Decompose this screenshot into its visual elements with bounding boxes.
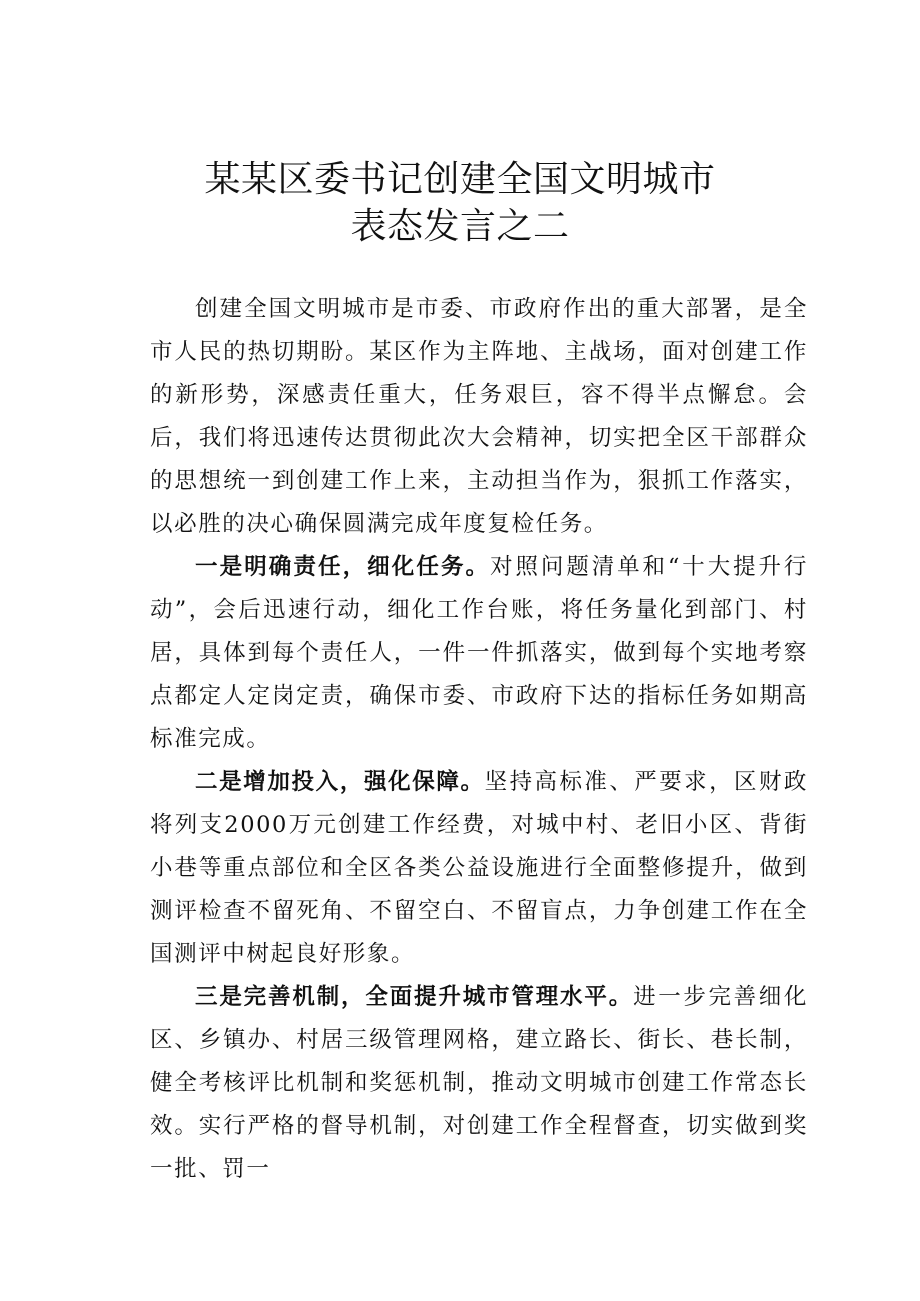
paragraph-intro (150, 288, 808, 546)
paragraph-text: 进一步完善细化区、乡镇办、村居三级管理网格，建立路长、街长、巷长制，健全考核评比机制和奖惩机制，推动文明城市创建工作常态长效。实行严格的督导机制，对创建工作全程督查，切实做到奖一批、罚一 (150, 984, 809, 1182)
title-line-1: 某某区委书记创建全国文明城市 (204, 159, 716, 200)
document-body (150, 288, 808, 1191)
paragraph-text: 坚持高标准、严要求，区财政将列支2000万元创建工作经费，对城中村、老旧小区、背街小巷等重点部位和全区各类公益设施进行全面整修提升，做到测评检查不留死角、不留空白、不留盲点，力争创建工作在全国测评中树起良好形象。 (150, 769, 808, 967)
paragraph-point-2 (150, 761, 808, 976)
title-line-2: 表态发言之二 (350, 206, 570, 247)
document-title (0, 156, 920, 250)
paragraph-point-3 (150, 976, 808, 1191)
paragraph-text: 对照问题清单和“十大提升行动”，会后迅速行动，细化工作台账，将任务量化到部门、村居，具体到每个责任人，一件一件抓落实，做到每个实地考察点都定人定岗定责，确保市委、市政府下达的指标任务如期高标准完成。 (150, 554, 808, 752)
paragraph-point-1 (150, 546, 808, 761)
paragraph-lead: 一是明确责任，细化任务。 (195, 554, 491, 580)
paragraph-lead: 二是增加投入，强化保障。 (195, 769, 485, 795)
paragraph-text: 创建全国文明城市是市委、市政府作出的重大部署，是全市人民的热切期盼。某区作为主阵地、主战场，面对创建工作的新形势，深感责任重大，任务艰巨，容不得半点懈怠。会后，我们将迅速传达贯彻此次大会精神，切实把全区干部群众的思想统一到创建工作上来，主动担当作为，狠抓工作落实，以必胜的决心确保圆满完成年度复检任务。 (150, 296, 808, 537)
paragraph-lead: 三是完善机制，全面提升城市管理水平。 (195, 984, 634, 1010)
